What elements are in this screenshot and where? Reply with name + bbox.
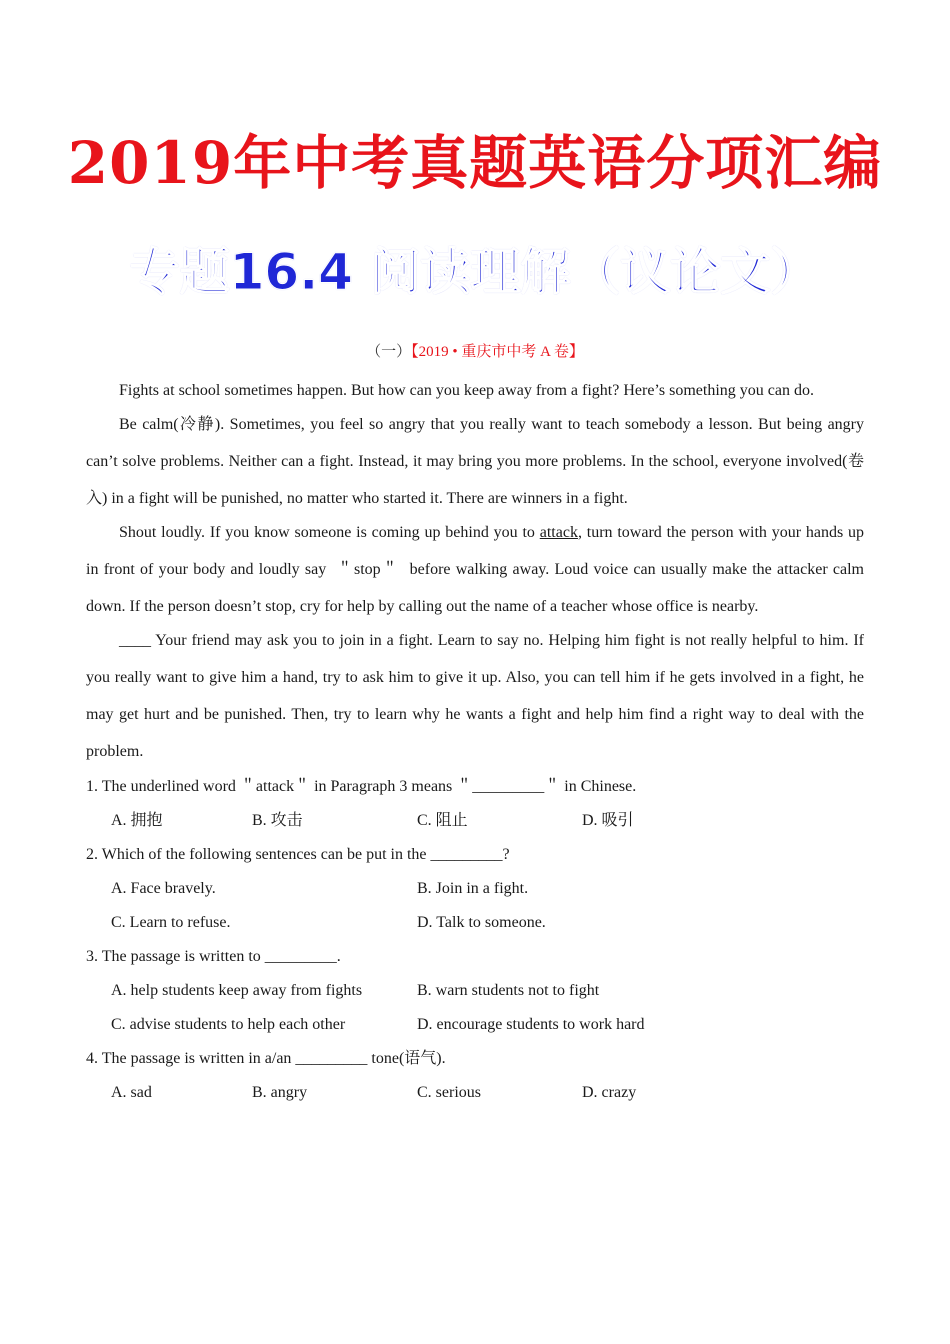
passage-paragraph-2: Be calm(冷静). Sometimes, you feel so angry that you really want to teach somebody a lesson. But being angry can’t solve problems. Neither can a fight. Instead, it may bring you more problems. In the school, everyone involved(卷入) in a fight will be punished, no matter who started it. There are winners in a fight. [86, 416, 864, 507]
source-label: 【2019 • 重庆市中考 A 卷】 [411, 344, 584, 360]
question-4-options [86, 1076, 864, 1110]
option-a: A. help students keep away from fights [111, 982, 363, 999]
option-c: C. 阻止 [417, 812, 468, 829]
option-a: A. sad [111, 1084, 152, 1101]
option-c: C. Learn to refuse. [111, 914, 231, 931]
question-3-options-row-1 [86, 974, 864, 1008]
paragraph-3-end: , turn toward the person with your hands up in front of your body and loudly say ＂stop＂ before walking away. Loud voice can usually make the attacker calm down. If the person doesn’t stop, cry for help by calling out the name of a teacher whose office is nearby. [86, 524, 864, 615]
question-3-options-row-2 [86, 1008, 864, 1042]
paragraph-3-start: Shout loudly. If you know someone is coming up behind you to [119, 524, 540, 541]
question-2: 2. Which of the following sentences can be put in the _________? [86, 846, 510, 863]
section-heading [0, 341, 950, 363]
option-a: A. 拥抱 [111, 812, 163, 829]
section-number: （一） [366, 344, 412, 360]
option-b: B. angry [252, 1084, 308, 1101]
passage-paragraph-4: ____ Your friend may ask you to join in a fight. Learn to say no. Helping him fight is not really helpful to him. If you really want to give him a hand, try to ask him to give it up. Also, you can tell him if he gets involved in a fight, he may get hurt and be punished. Then, try to learn why he wants a fight and help him find a right way to deal with the problem. [86, 632, 864, 760]
option-b: B. Join in a fight. [417, 880, 529, 897]
passage-paragraph-1: Fights at school sometimes happen. But how can you keep away from a fight? Here’s something you can do. [119, 382, 814, 399]
option-d: D. Talk to someone. [417, 914, 546, 931]
option-d: D. encourage students to work hard [417, 1016, 645, 1033]
option-c: C. advise students to help each other [111, 1016, 346, 1033]
main-title: 2019年中考真题英语分项汇编 [67, 129, 883, 197]
option-b: B. warn students not to fight [417, 982, 600, 999]
question-3: 3. The passage is written to _________. [86, 948, 341, 965]
reading-passage [86, 372, 864, 1110]
option-d: D. 吸引 [582, 812, 634, 829]
question-1: 1. The underlined word ＂attack＂ in Paragraph 3 means ＂_________＂ in Chinese. [86, 778, 637, 795]
underlined-word: attack [539, 524, 578, 541]
option-d: D. crazy [582, 1084, 637, 1101]
question-2-options-row-1 [86, 872, 864, 906]
option-b: B. 攻击 [252, 812, 303, 829]
question-1-options [86, 804, 864, 838]
option-c: C. serious [417, 1084, 481, 1101]
question-2-options-row-2 [86, 906, 864, 940]
option-a: A. Face bravely. [111, 880, 216, 897]
passage-paragraph-3 [86, 514, 864, 625]
subtitle: 专题16.4 阅读理解（议论文） [129, 243, 821, 301]
question-4: 4. The passage is written in a/an _________ tone(语气). [86, 1050, 446, 1067]
